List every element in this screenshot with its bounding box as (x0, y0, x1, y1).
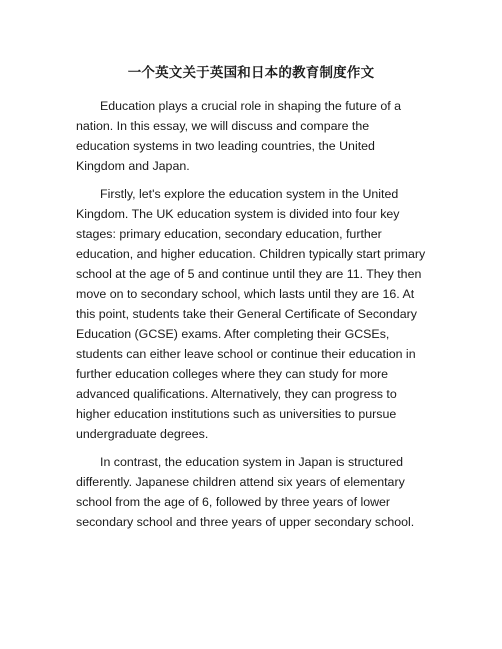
paragraph-intro: Education plays a crucial role in shaping the future of a nation. In this essay, we will discuss and compare the education systems in two leading countries, the United Kingdom and Japan. (76, 99, 401, 173)
paragraph-uk-education: Firstly, let's explore the education system in the United Kingdom. The UK education system is divided into four key stages: primary education, secondary education, further education, and higher education. Children typically start primary school at the age of 5 and continue until they are 11. They then move on to secondary school, which lasts until they are 16. At this point, students take their General Certificate of Secondary Education (GCSE) exams. After completing their GCSEs, students can either leave school or continue their education in further education colleges where they can study for more advanced qualifications. Alternatively, they can progress to higher education institutions such as universities to pursue undergraduate degrees. (76, 187, 426, 441)
paragraph-japan-education: In contrast, the education system in Japan is structured differently. Japanese children attend six years of elementary school from the age of 6, followed by three years of lower secondary school and three years of upper secondary school. (76, 455, 415, 529)
document-title: 一个英文关于英国和日本的教育制度作文 (127, 65, 375, 81)
